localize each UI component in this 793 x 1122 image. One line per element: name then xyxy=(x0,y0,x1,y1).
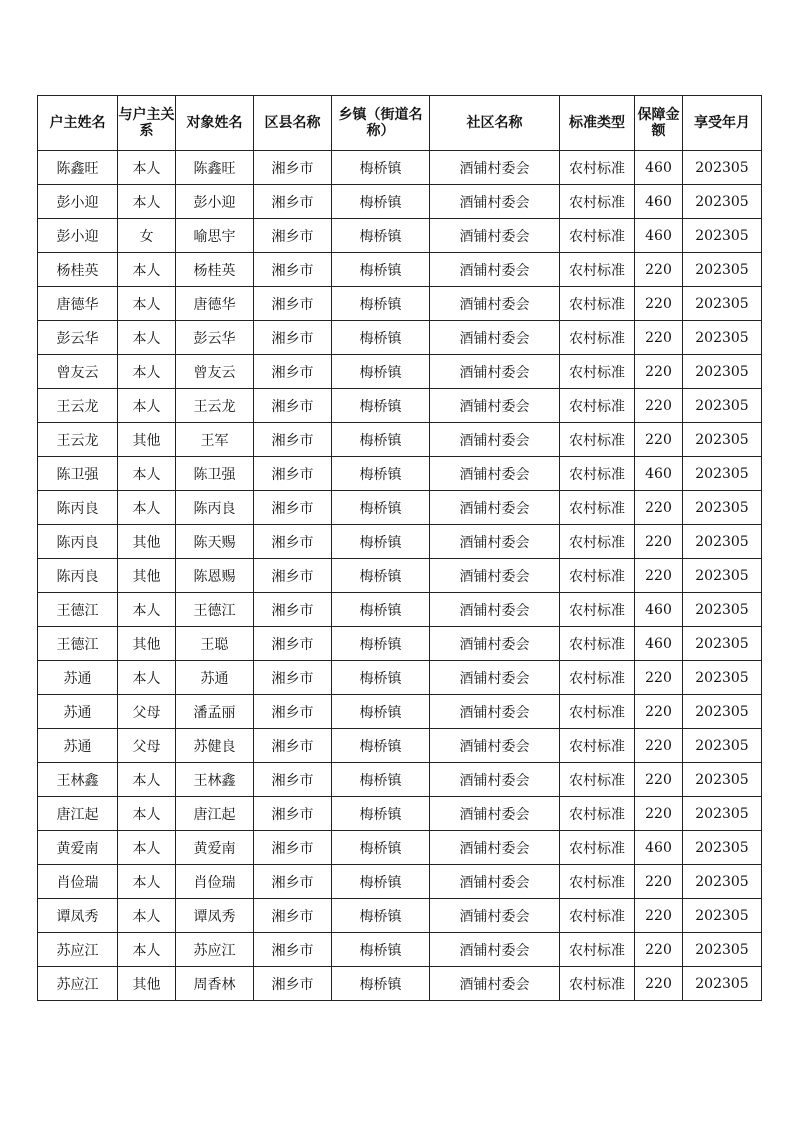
standard-type-cell: 农村标准 xyxy=(560,865,635,899)
householder-cell: 王林鑫 xyxy=(38,763,118,797)
table-row xyxy=(38,831,762,865)
recipient-cell: 周香林 xyxy=(176,967,254,1001)
amount-cell: 460 xyxy=(635,151,683,185)
town-cell: 梅桥镇 xyxy=(332,389,430,423)
month-cell: 202305 xyxy=(683,457,762,491)
standard-type-cell: 农村标准 xyxy=(560,559,635,593)
community-cell: 酒铺村委会 xyxy=(430,559,560,593)
col-header-standard-type: 标准类型 xyxy=(560,96,635,151)
amount-cell: 220 xyxy=(635,763,683,797)
householder-cell: 唐江起 xyxy=(38,797,118,831)
community-cell: 酒铺村委会 xyxy=(430,355,560,389)
amount-cell: 460 xyxy=(635,627,683,661)
standard-type-cell: 农村标准 xyxy=(560,389,635,423)
town-cell: 梅桥镇 xyxy=(332,967,430,1001)
month-cell: 202305 xyxy=(683,967,762,1001)
amount-cell: 460 xyxy=(635,831,683,865)
standard-type-cell: 农村标准 xyxy=(560,355,635,389)
county-cell: 湘乡市 xyxy=(254,593,332,627)
community-cell: 酒铺村委会 xyxy=(430,321,560,355)
month-cell: 202305 xyxy=(683,661,762,695)
householder-cell: 王德江 xyxy=(38,593,118,627)
month-cell: 202305 xyxy=(683,219,762,253)
county-cell: 湘乡市 xyxy=(254,627,332,661)
recipient-cell: 潘孟丽 xyxy=(176,695,254,729)
month-cell: 202305 xyxy=(683,559,762,593)
county-cell: 湘乡市 xyxy=(254,899,332,933)
county-cell: 湘乡市 xyxy=(254,457,332,491)
amount-cell: 460 xyxy=(635,457,683,491)
town-cell: 梅桥镇 xyxy=(332,253,430,287)
table-row xyxy=(38,151,762,185)
community-cell: 酒铺村委会 xyxy=(430,899,560,933)
county-cell: 湘乡市 xyxy=(254,253,332,287)
col-header-amount: 保障金额 xyxy=(635,96,683,151)
amount-cell: 220 xyxy=(635,933,683,967)
community-cell: 酒铺村委会 xyxy=(430,933,560,967)
standard-type-cell: 农村标准 xyxy=(560,423,635,457)
county-cell: 湘乡市 xyxy=(254,933,332,967)
community-cell: 酒铺村委会 xyxy=(430,151,560,185)
table-row xyxy=(38,423,762,457)
standard-type-cell: 农村标准 xyxy=(560,661,635,695)
community-cell: 酒铺村委会 xyxy=(430,389,560,423)
table-body xyxy=(38,151,762,1001)
householder-cell: 苏通 xyxy=(38,661,118,695)
month-cell: 202305 xyxy=(683,763,762,797)
recipient-cell: 唐江起 xyxy=(176,797,254,831)
col-header-county: 区县名称 xyxy=(254,96,332,151)
standard-type-cell: 农村标准 xyxy=(560,933,635,967)
community-cell: 酒铺村委会 xyxy=(430,287,560,321)
month-cell: 202305 xyxy=(683,899,762,933)
month-cell: 202305 xyxy=(683,423,762,457)
relation-cell: 本人 xyxy=(118,899,176,933)
amount-cell: 220 xyxy=(635,287,683,321)
month-cell: 202305 xyxy=(683,287,762,321)
county-cell: 湘乡市 xyxy=(254,355,332,389)
month-cell: 202305 xyxy=(683,321,762,355)
relation-cell: 其他 xyxy=(118,525,176,559)
householder-cell: 陈卫强 xyxy=(38,457,118,491)
standard-type-cell: 农村标准 xyxy=(560,491,635,525)
amount-cell: 220 xyxy=(635,559,683,593)
householder-cell: 唐德华 xyxy=(38,287,118,321)
amount-cell: 220 xyxy=(635,797,683,831)
table-row xyxy=(38,593,762,627)
table-row xyxy=(38,253,762,287)
recipient-cell: 彭小迎 xyxy=(176,185,254,219)
col-header-relation: 与户主关系 xyxy=(118,96,176,151)
recipient-cell: 杨桂英 xyxy=(176,253,254,287)
relation-cell: 本人 xyxy=(118,661,176,695)
col-header-recipient: 对象姓名 xyxy=(176,96,254,151)
recipient-cell: 谭凤秀 xyxy=(176,899,254,933)
standard-type-cell: 农村标准 xyxy=(560,151,635,185)
table-row xyxy=(38,933,762,967)
relation-cell: 本人 xyxy=(118,287,176,321)
county-cell: 湘乡市 xyxy=(254,525,332,559)
standard-type-cell: 农村标准 xyxy=(560,593,635,627)
col-header-householder: 户主姓名 xyxy=(38,96,118,151)
householder-cell: 彭小迎 xyxy=(38,219,118,253)
table-row xyxy=(38,525,762,559)
standard-type-cell: 农村标准 xyxy=(560,899,635,933)
town-cell: 梅桥镇 xyxy=(332,933,430,967)
standard-type-cell: 农村标准 xyxy=(560,627,635,661)
relation-cell: 本人 xyxy=(118,185,176,219)
recipient-cell: 曾友云 xyxy=(176,355,254,389)
county-cell: 湘乡市 xyxy=(254,729,332,763)
standard-type-cell: 农村标准 xyxy=(560,185,635,219)
householder-cell: 彭小迎 xyxy=(38,185,118,219)
relation-cell: 本人 xyxy=(118,321,176,355)
county-cell: 湘乡市 xyxy=(254,185,332,219)
relation-cell: 本人 xyxy=(118,355,176,389)
month-cell: 202305 xyxy=(683,525,762,559)
householder-cell: 苏应江 xyxy=(38,933,118,967)
table-row xyxy=(38,661,762,695)
relation-cell: 本人 xyxy=(118,933,176,967)
table-row xyxy=(38,729,762,763)
town-cell: 梅桥镇 xyxy=(332,763,430,797)
householder-cell: 王云龙 xyxy=(38,423,118,457)
amount-cell: 460 xyxy=(635,219,683,253)
town-cell: 梅桥镇 xyxy=(332,661,430,695)
amount-cell: 220 xyxy=(635,321,683,355)
month-cell: 202305 xyxy=(683,185,762,219)
standard-type-cell: 农村标准 xyxy=(560,967,635,1001)
town-cell: 梅桥镇 xyxy=(332,899,430,933)
town-cell: 梅桥镇 xyxy=(332,559,430,593)
recipient-cell: 王云龙 xyxy=(176,389,254,423)
householder-cell: 王云龙 xyxy=(38,389,118,423)
month-cell: 202305 xyxy=(683,151,762,185)
town-cell: 梅桥镇 xyxy=(332,321,430,355)
standard-type-cell: 农村标准 xyxy=(560,763,635,797)
table-row xyxy=(38,899,762,933)
recipient-cell: 王聪 xyxy=(176,627,254,661)
community-cell: 酒铺村委会 xyxy=(430,797,560,831)
amount-cell: 220 xyxy=(635,525,683,559)
relation-cell: 本人 xyxy=(118,763,176,797)
amount-cell: 220 xyxy=(635,967,683,1001)
table-row xyxy=(38,491,762,525)
relation-cell: 其他 xyxy=(118,967,176,1001)
county-cell: 湘乡市 xyxy=(254,423,332,457)
community-cell: 酒铺村委会 xyxy=(430,185,560,219)
recipient-cell: 陈鑫旺 xyxy=(176,151,254,185)
amount-cell: 220 xyxy=(635,661,683,695)
relation-cell: 女 xyxy=(118,219,176,253)
community-cell: 酒铺村委会 xyxy=(430,865,560,899)
recipient-cell: 陈卫强 xyxy=(176,457,254,491)
table-row xyxy=(38,627,762,661)
table-row xyxy=(38,287,762,321)
town-cell: 梅桥镇 xyxy=(332,831,430,865)
standard-type-cell: 农村标准 xyxy=(560,695,635,729)
table-row xyxy=(38,457,762,491)
table-row xyxy=(38,865,762,899)
recipient-cell: 苏应江 xyxy=(176,933,254,967)
county-cell: 湘乡市 xyxy=(254,287,332,321)
table-row xyxy=(38,389,762,423)
householder-cell: 曾友云 xyxy=(38,355,118,389)
community-cell: 酒铺村委会 xyxy=(430,729,560,763)
relation-cell: 其他 xyxy=(118,423,176,457)
month-cell: 202305 xyxy=(683,933,762,967)
amount-cell: 220 xyxy=(635,253,683,287)
table-row xyxy=(38,355,762,389)
county-cell: 湘乡市 xyxy=(254,695,332,729)
standard-type-cell: 农村标准 xyxy=(560,253,635,287)
county-cell: 湘乡市 xyxy=(254,151,332,185)
table-row xyxy=(38,219,762,253)
householder-cell: 苏通 xyxy=(38,695,118,729)
relation-cell: 本人 xyxy=(118,797,176,831)
col-header-month: 享受年月 xyxy=(683,96,762,151)
county-cell: 湘乡市 xyxy=(254,797,332,831)
recipient-cell: 王林鑫 xyxy=(176,763,254,797)
amount-cell: 460 xyxy=(635,593,683,627)
town-cell: 梅桥镇 xyxy=(332,219,430,253)
county-cell: 湘乡市 xyxy=(254,831,332,865)
householder-cell: 王德江 xyxy=(38,627,118,661)
recipient-cell: 王军 xyxy=(176,423,254,457)
recipient-cell: 王德江 xyxy=(176,593,254,627)
relation-cell: 本人 xyxy=(118,865,176,899)
standard-type-cell: 农村标准 xyxy=(560,797,635,831)
town-cell: 梅桥镇 xyxy=(332,729,430,763)
relation-cell: 本人 xyxy=(118,491,176,525)
recipient-cell: 苏健良 xyxy=(176,729,254,763)
recipient-cell: 彭云华 xyxy=(176,321,254,355)
amount-cell: 220 xyxy=(635,899,683,933)
householder-cell: 陈丙良 xyxy=(38,491,118,525)
month-cell: 202305 xyxy=(683,729,762,763)
relation-cell: 本人 xyxy=(118,151,176,185)
county-cell: 湘乡市 xyxy=(254,763,332,797)
community-cell: 酒铺村委会 xyxy=(430,423,560,457)
county-cell: 湘乡市 xyxy=(254,321,332,355)
assistance-table xyxy=(37,95,762,1001)
community-cell: 酒铺村委会 xyxy=(430,967,560,1001)
amount-cell: 220 xyxy=(635,355,683,389)
relation-cell: 其他 xyxy=(118,627,176,661)
relation-cell: 本人 xyxy=(118,253,176,287)
relation-cell: 本人 xyxy=(118,389,176,423)
town-cell: 梅桥镇 xyxy=(332,627,430,661)
householder-cell: 彭云华 xyxy=(38,321,118,355)
relation-cell: 其他 xyxy=(118,559,176,593)
community-cell: 酒铺村委会 xyxy=(430,491,560,525)
community-cell: 酒铺村委会 xyxy=(430,831,560,865)
table-row xyxy=(38,797,762,831)
month-cell: 202305 xyxy=(683,865,762,899)
county-cell: 湘乡市 xyxy=(254,559,332,593)
town-cell: 梅桥镇 xyxy=(332,491,430,525)
town-cell: 梅桥镇 xyxy=(332,695,430,729)
county-cell: 湘乡市 xyxy=(254,389,332,423)
householder-cell: 杨桂英 xyxy=(38,253,118,287)
recipient-cell: 黄爱南 xyxy=(176,831,254,865)
town-cell: 梅桥镇 xyxy=(332,865,430,899)
standard-type-cell: 农村标准 xyxy=(560,525,635,559)
community-cell: 酒铺村委会 xyxy=(430,525,560,559)
month-cell: 202305 xyxy=(683,593,762,627)
county-cell: 湘乡市 xyxy=(254,967,332,1001)
month-cell: 202305 xyxy=(683,797,762,831)
recipient-cell: 陈恩赐 xyxy=(176,559,254,593)
community-cell: 酒铺村委会 xyxy=(430,253,560,287)
table-row xyxy=(38,321,762,355)
table-row xyxy=(38,967,762,1001)
householder-cell: 陈鑫旺 xyxy=(38,151,118,185)
month-cell: 202305 xyxy=(683,253,762,287)
month-cell: 202305 xyxy=(683,491,762,525)
community-cell: 酒铺村委会 xyxy=(430,763,560,797)
standard-type-cell: 农村标准 xyxy=(560,831,635,865)
county-cell: 湘乡市 xyxy=(254,219,332,253)
householder-cell: 谭凤秀 xyxy=(38,899,118,933)
amount-cell: 220 xyxy=(635,695,683,729)
householder-cell: 陈丙良 xyxy=(38,559,118,593)
month-cell: 202305 xyxy=(683,627,762,661)
month-cell: 202305 xyxy=(683,695,762,729)
community-cell: 酒铺村委会 xyxy=(430,593,560,627)
col-header-town: 乡镇（街道名称） xyxy=(332,96,430,151)
amount-cell: 220 xyxy=(635,423,683,457)
relation-cell: 父母 xyxy=(118,729,176,763)
town-cell: 梅桥镇 xyxy=(332,525,430,559)
town-cell: 梅桥镇 xyxy=(332,287,430,321)
county-cell: 湘乡市 xyxy=(254,661,332,695)
relation-cell: 本人 xyxy=(118,593,176,627)
householder-cell: 苏应江 xyxy=(38,967,118,1001)
relation-cell: 父母 xyxy=(118,695,176,729)
standard-type-cell: 农村标准 xyxy=(560,457,635,491)
householder-cell: 苏通 xyxy=(38,729,118,763)
county-cell: 湘乡市 xyxy=(254,491,332,525)
town-cell: 梅桥镇 xyxy=(332,185,430,219)
recipient-cell: 喻思宇 xyxy=(176,219,254,253)
recipient-cell: 肖俭瑞 xyxy=(176,865,254,899)
table-row xyxy=(38,185,762,219)
householder-cell: 黄爱南 xyxy=(38,831,118,865)
amount-cell: 460 xyxy=(635,185,683,219)
standard-type-cell: 农村标准 xyxy=(560,219,635,253)
amount-cell: 220 xyxy=(635,491,683,525)
recipient-cell: 陈天赐 xyxy=(176,525,254,559)
community-cell: 酒铺村委会 xyxy=(430,457,560,491)
col-header-community: 社区名称 xyxy=(430,96,560,151)
community-cell: 酒铺村委会 xyxy=(430,661,560,695)
month-cell: 202305 xyxy=(683,831,762,865)
recipient-cell: 苏通 xyxy=(176,661,254,695)
table-row xyxy=(38,763,762,797)
community-cell: 酒铺村委会 xyxy=(430,695,560,729)
recipient-cell: 陈丙良 xyxy=(176,491,254,525)
community-cell: 酒铺村委会 xyxy=(430,627,560,661)
table-row xyxy=(38,559,762,593)
town-cell: 梅桥镇 xyxy=(332,151,430,185)
town-cell: 梅桥镇 xyxy=(332,423,430,457)
town-cell: 梅桥镇 xyxy=(332,355,430,389)
householder-cell: 肖俭瑞 xyxy=(38,865,118,899)
amount-cell: 220 xyxy=(635,865,683,899)
community-cell: 酒铺村委会 xyxy=(430,219,560,253)
month-cell: 202305 xyxy=(683,355,762,389)
relation-cell: 本人 xyxy=(118,457,176,491)
amount-cell: 220 xyxy=(635,729,683,763)
town-cell: 梅桥镇 xyxy=(332,457,430,491)
standard-type-cell: 农村标准 xyxy=(560,321,635,355)
town-cell: 梅桥镇 xyxy=(332,797,430,831)
householder-cell: 陈丙良 xyxy=(38,525,118,559)
month-cell: 202305 xyxy=(683,389,762,423)
town-cell: 梅桥镇 xyxy=(332,593,430,627)
recipient-cell: 唐德华 xyxy=(176,287,254,321)
header-row xyxy=(38,96,762,151)
table-row xyxy=(38,695,762,729)
standard-type-cell: 农村标准 xyxy=(560,729,635,763)
amount-cell: 220 xyxy=(635,389,683,423)
county-cell: 湘乡市 xyxy=(254,865,332,899)
relation-cell: 本人 xyxy=(118,831,176,865)
standard-type-cell: 农村标准 xyxy=(560,287,635,321)
